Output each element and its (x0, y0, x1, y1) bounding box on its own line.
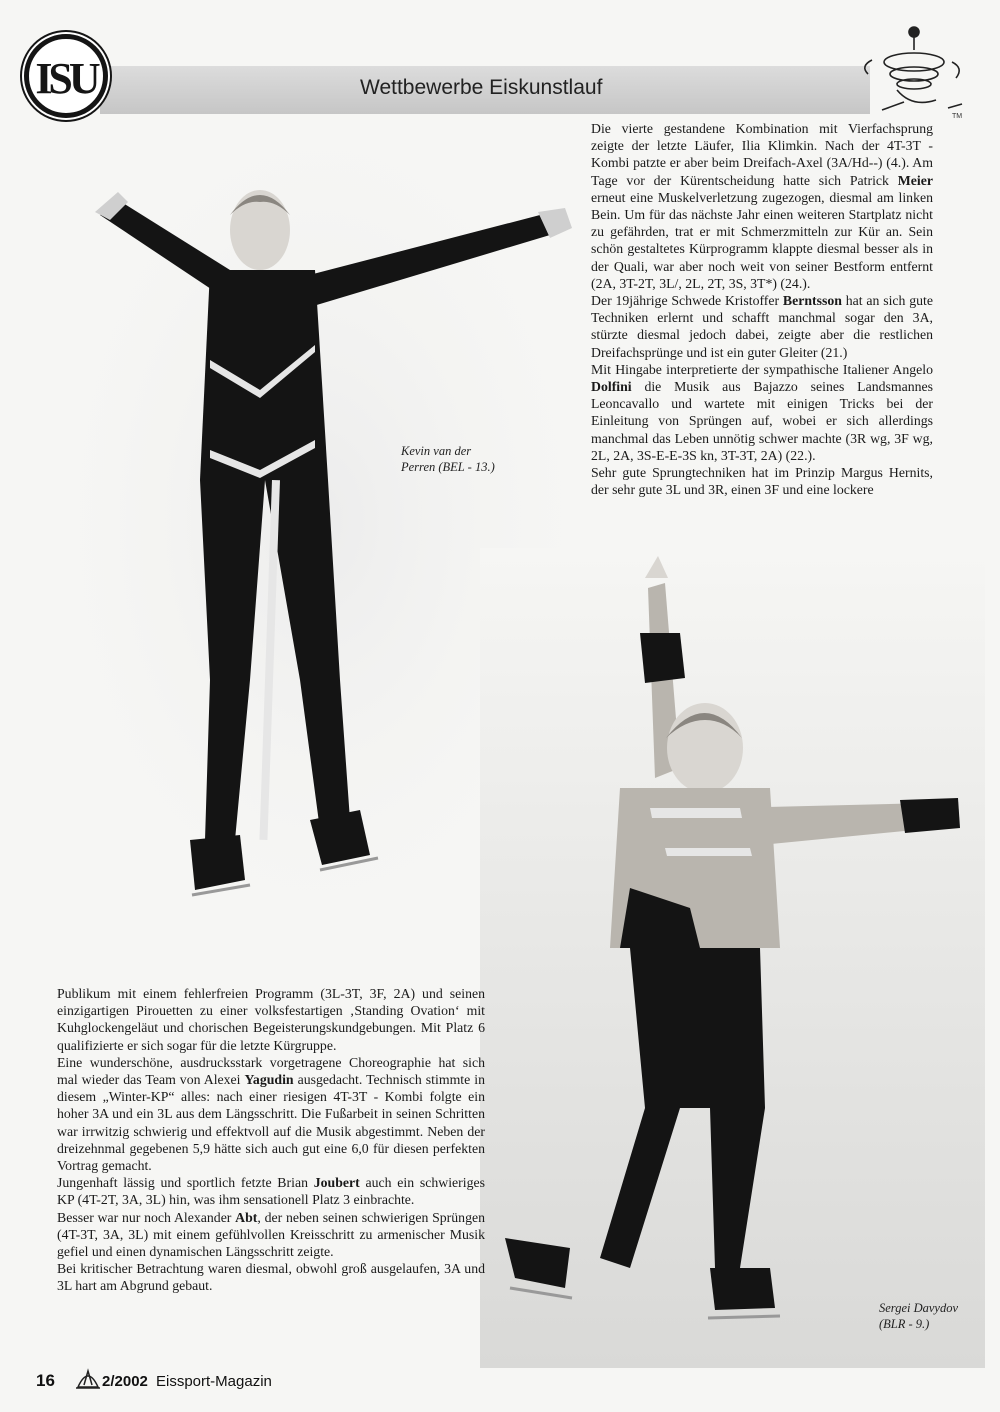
skater-name: Berntsson (782, 293, 842, 309)
isu-logo (24, 34, 108, 118)
magazine-logo-icon (74, 1363, 102, 1391)
issue-number: 2/2002 (102, 1373, 148, 1390)
photo-sergei-davydov (480, 548, 985, 1368)
logo-text: ISU (35, 54, 97, 103)
skater-name: Abt (235, 1209, 258, 1225)
paragraph-hernits: Sehr gute Sprungtechniken hat im Prinzip Margus Hernits, der sehr gute 3L und 3R, einen 3F und eine lockere (591, 465, 933, 498)
photo-caption-davydov: Sergei Davydov (BLR - 9.) (879, 1301, 959, 1331)
paragraph-critical-view: Bei kritischer Betrachtung waren diesmal, obwohl groß ausgelaufen, 3A und 3L hart am Abgrund gebaut. (57, 1261, 485, 1294)
paragraph-abt: Besser war nur noch Alexander Abt, der neben seinen schwierigen Sprüngen (4T-3T, 3A, 3L) mit einem gefühlvollen Kreisschritt zu armenischer Musik gefiel und einen dynamischen Längsschritt zeigte. (57, 1209, 485, 1260)
paragraph-dolfini: Mit Hingabe interpretierte der sympathische Italiener Angelo Dolfini die Musik aus Bajazzo seines Landsmannes Leoncavallo und wartete mit einigen Tricks bei der Einleitung von Sprüngen auf, wobei er sich allerdings manchmal das Leben unnötig schwer machte (3R wg, 3F wg, 2L, 2A, 3S-E-E-3S kn, 3T-3T, 2A) (22.). (591, 361, 933, 463)
article-column-right (591, 120, 933, 498)
paragraph-berntsson: Der 19jährige Schwede Kristoffer Berntsson hat an sich gute Techniken erlernt und schafft manchmal sogar den 3A, stürzte diesmal jedoch dabei, zeigte aber die restlichen Dreifachsprünge und ist ein guter Gleiter (21.) (591, 293, 933, 360)
photo-caption-van-der-perren: Kevin van der Perren (BEL - 13.) (401, 444, 495, 474)
skater-name: Joubert (313, 1175, 360, 1191)
page-section-title: Wettbewerbe Eiskunstlauf (360, 76, 603, 99)
skater-name: Meier (897, 172, 933, 188)
paragraph-standing-ovation: Publikum mit einem fehlerfreien Programm (3L-3T, 3F, 2A) und seinen einzigartigen Pirouetten zu einer volksfestartigen ‚Standing Ovation‘ mit Kuhglockengeläut und chorischen Begeisterungskundgebungen. Mit Platz 6 qualifizierte er sich sogar für die letzte Kürgruppe. (57, 986, 485, 1053)
paragraph-joubert: Jungenhaft lässig und sportlich fetzte Brian Joubert auch ein schwieriges KP (4T-2T, 3A, 3L) hin, was ihm sensationell Platz 3 einbrachte. (57, 1175, 485, 1208)
paragraph-klimkin-meier: Die vierte gestandene Kombination mit Vierfachsprung zeigte der letzte Läufer, Ilia Klimkin. Nach der 4T-3T - Kombi patzte er aber beim Dreifach-Axel (3A/Hd--) (4.). Am Tage vor der Kürentscheidung hatte sich Patrick Meier erneut eine Muskelverletzung zugezogen, diesmal am linken Bein. Um für das nächste Jahr einen weiteren Startplatz nicht zu gefährden, trat er mit Schmerzmitteln zur Kür an. Sein schön gestaltetes Kürprogramm klappte diesmal besser als in der Quali, war aber noch weit von seiner Bestform entfernt (2A, 3T-2T, 3L/, 2L, 2T, 3S, 3T*) (24.). (591, 121, 933, 291)
magazine-name: Eissport-Magazin (156, 1373, 272, 1390)
article-column-left (57, 985, 485, 1295)
skater-name: Yagudin (244, 1072, 294, 1088)
skater-name: Dolfini (591, 379, 632, 395)
spinning-skater-icon (852, 22, 972, 122)
page-number: 16 (36, 1371, 55, 1390)
paragraph-yagudin: Eine wunderschöne, ausdrucksstark vorgetragene Choreographie hat sich mal wieder das Team von Alexei Yagudin ausgedacht. Technisch stimmte in diesem „Winter-KP“ alles: nach einer riesigen 4T-3T - Kombi folgte ein hoher 3A und ein 3L aus dem Längsschritt. Die Fußarbeit in seinen Schritten war irrwitzig schwierig und effektvoll auf die Musik abgestimmt. Neben der dreizehnmal gegebenen 5,9 hätte sich auch gut eine 6,0 für diesen perfekten Vortrag gemacht. (57, 1054, 485, 1174)
svg-text:TM: TM (952, 113, 963, 120)
